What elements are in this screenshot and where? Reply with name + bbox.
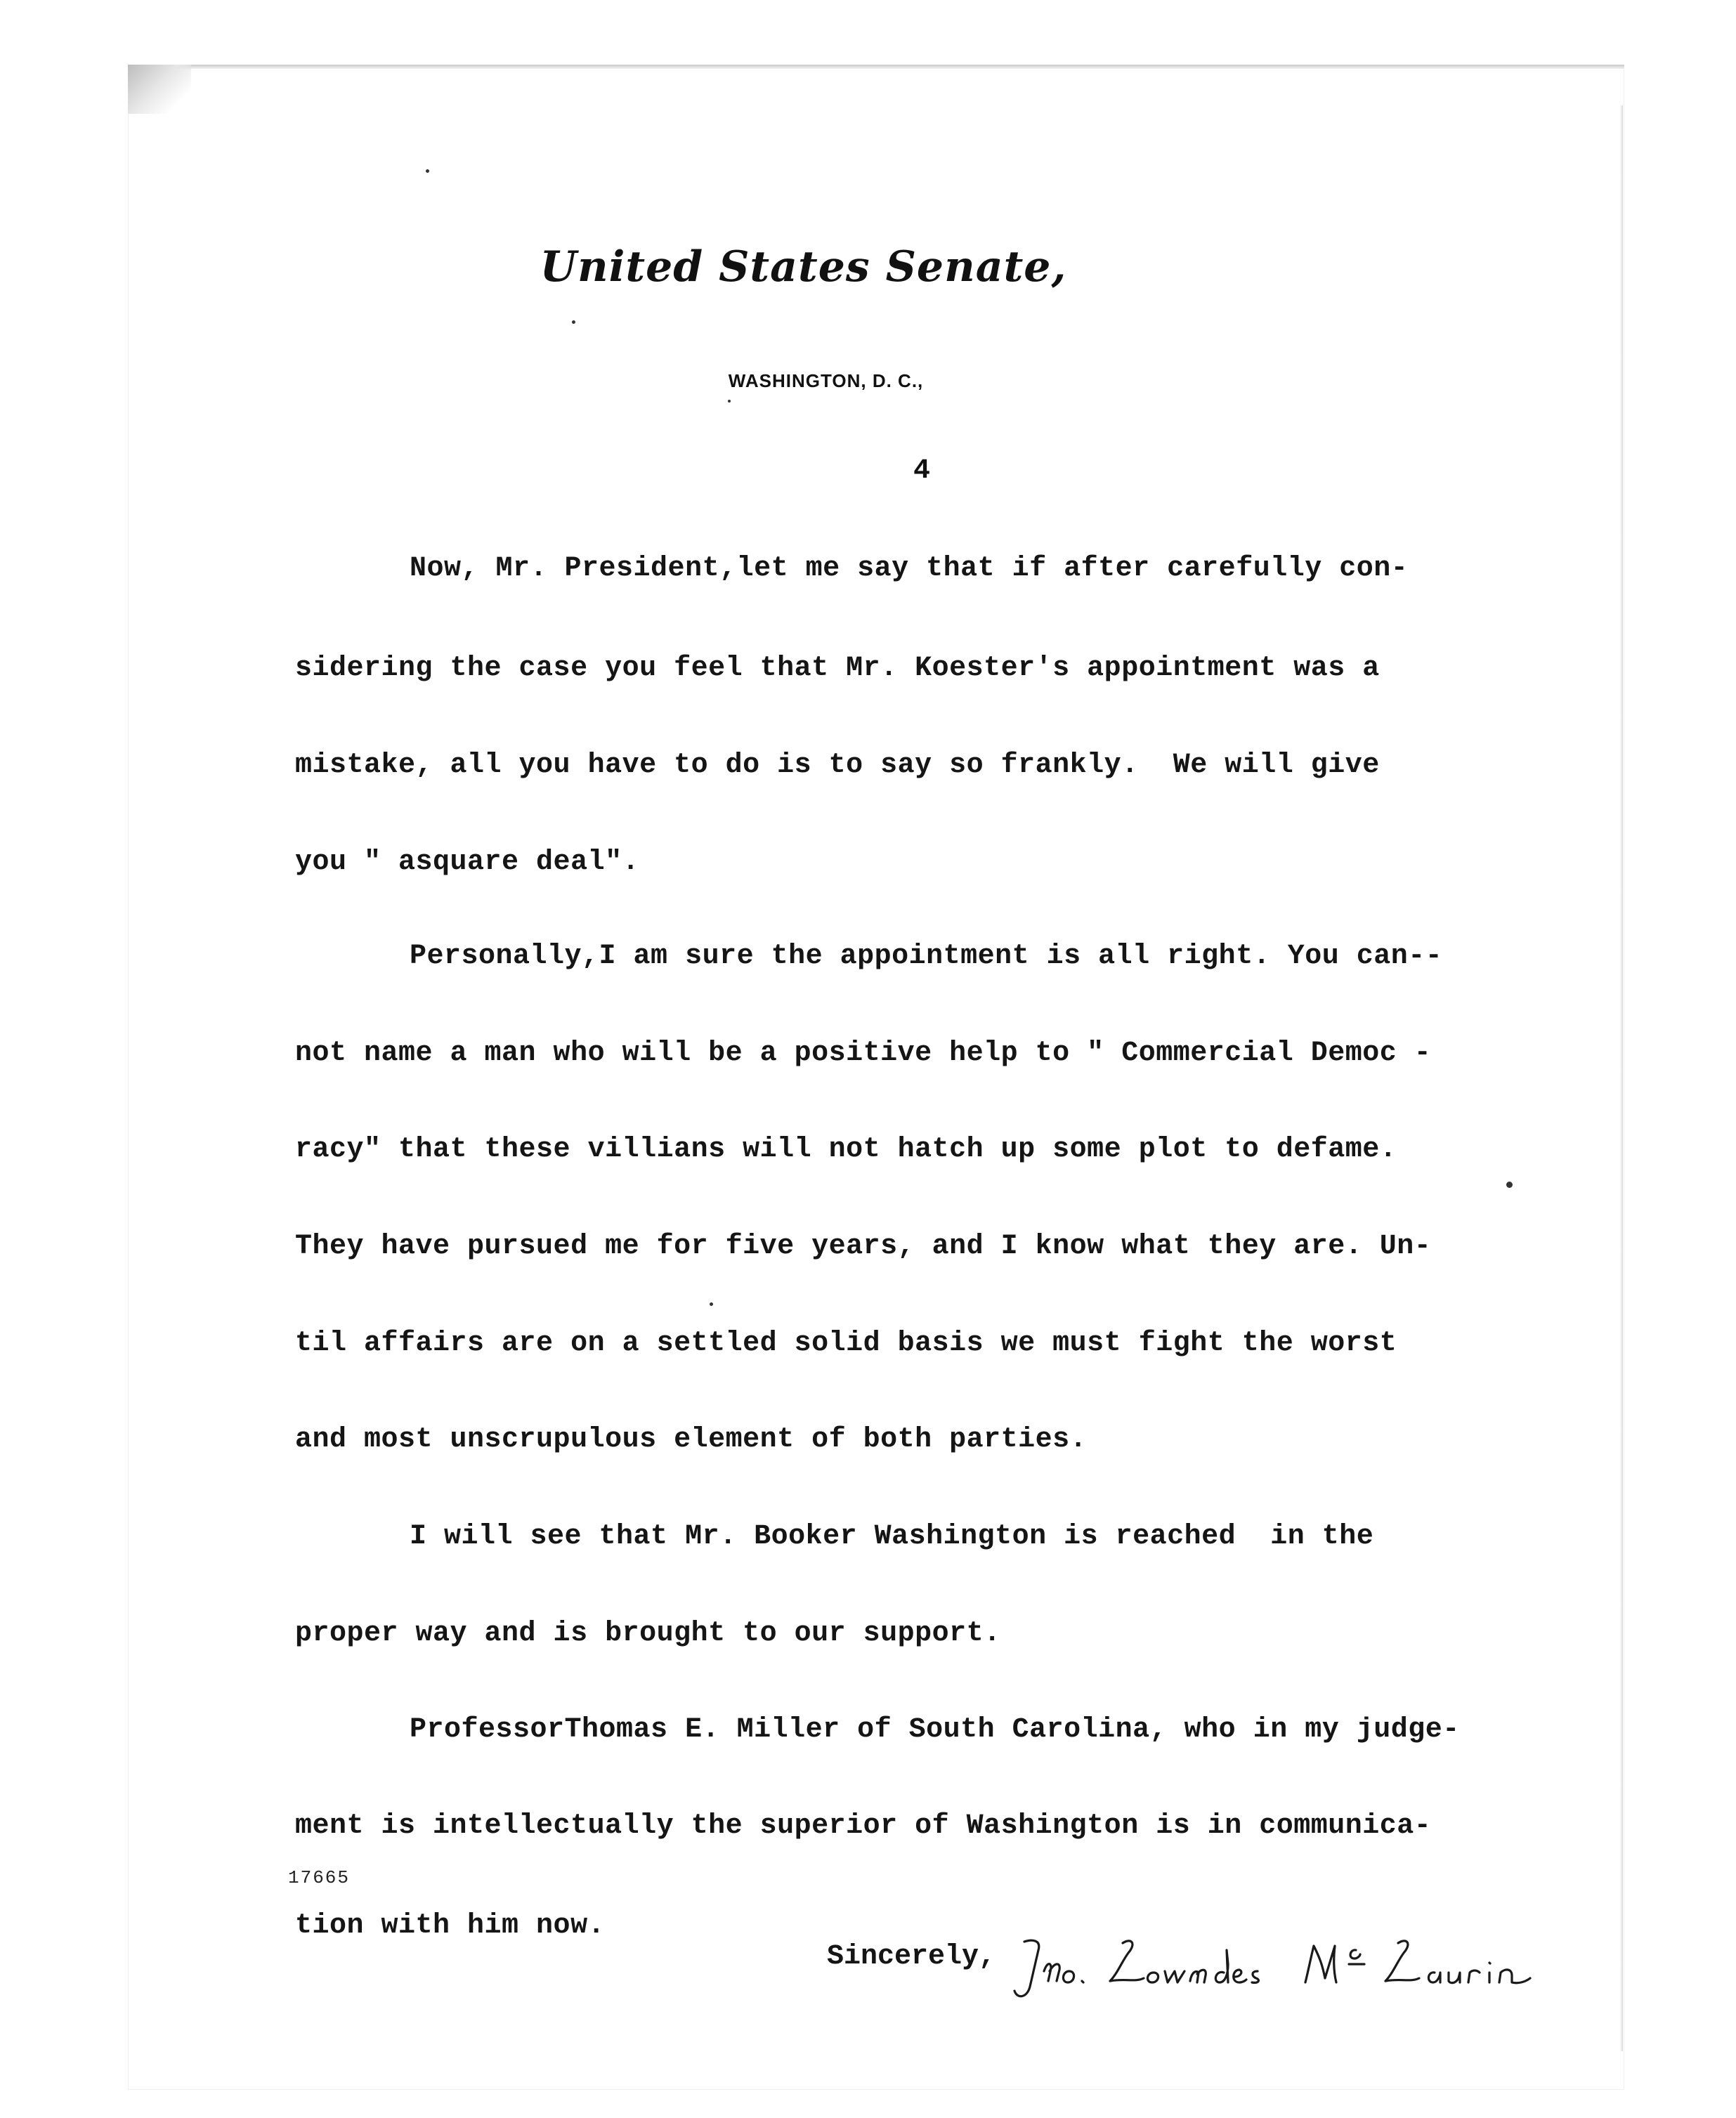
body-line: tion with him now.: [295, 1910, 606, 1942]
body-line: til affairs are on a settled solid basis we must fight the worst: [295, 1328, 1397, 1359]
scan-speck: [426, 169, 429, 173]
body-line: Now, Mr. President,let me say that if after carefully con-: [410, 553, 1409, 584]
closing: Sincerely,: [827, 1941, 996, 1973]
body-line: mistake, all you have to do is to say so frankly. We will give: [295, 750, 1380, 781]
paper-right-edge: [1620, 105, 1623, 2051]
body-line: sidering the case you feel that Mr. Koester's appointment was a: [295, 653, 1380, 684]
body-line: proper way and is brought to our support.: [295, 1618, 1001, 1649]
paper-top-edge: [128, 65, 1624, 69]
paper-corner-shadow: [128, 65, 191, 114]
body-line: and most unscrupulous element of both parties.: [295, 1424, 1088, 1456]
scan-speck: [710, 1302, 713, 1306]
letterhead-title: United States Senate,: [540, 242, 1067, 292]
body-line: ment is intellectually the superior of Washington is in communica-: [295, 1810, 1432, 1842]
body-line: you " asquare deal".: [295, 846, 640, 878]
letterhead-place: WASHINGTON, D. C.,: [728, 370, 924, 391]
archive-number: 17665: [288, 1867, 351, 1888]
body-line: racy" that these villians will not hatch up some plot to defame.: [295, 1134, 1397, 1165]
body-line: Personally,I am sure the appointment is all right. You can--: [410, 941, 1443, 972]
body-line: ProfessorThomas E. Miller of South Carolina, who in my judge-: [410, 1714, 1460, 1746]
handwritten-signature: [1005, 1922, 1553, 2006]
page-number: 4: [913, 455, 931, 487]
body-line: They have pursued me for five years, and I know what they are. Un-: [295, 1231, 1432, 1262]
body-line: not name a man who will be a positive help to " Commercial Democ -: [295, 1038, 1432, 1069]
body-line: I will see that Mr. Booker Washington is reached in the: [410, 1521, 1374, 1552]
scan-speck: [728, 400, 731, 403]
scan-speck: [1506, 1182, 1513, 1188]
scan-speck: [572, 320, 575, 324]
